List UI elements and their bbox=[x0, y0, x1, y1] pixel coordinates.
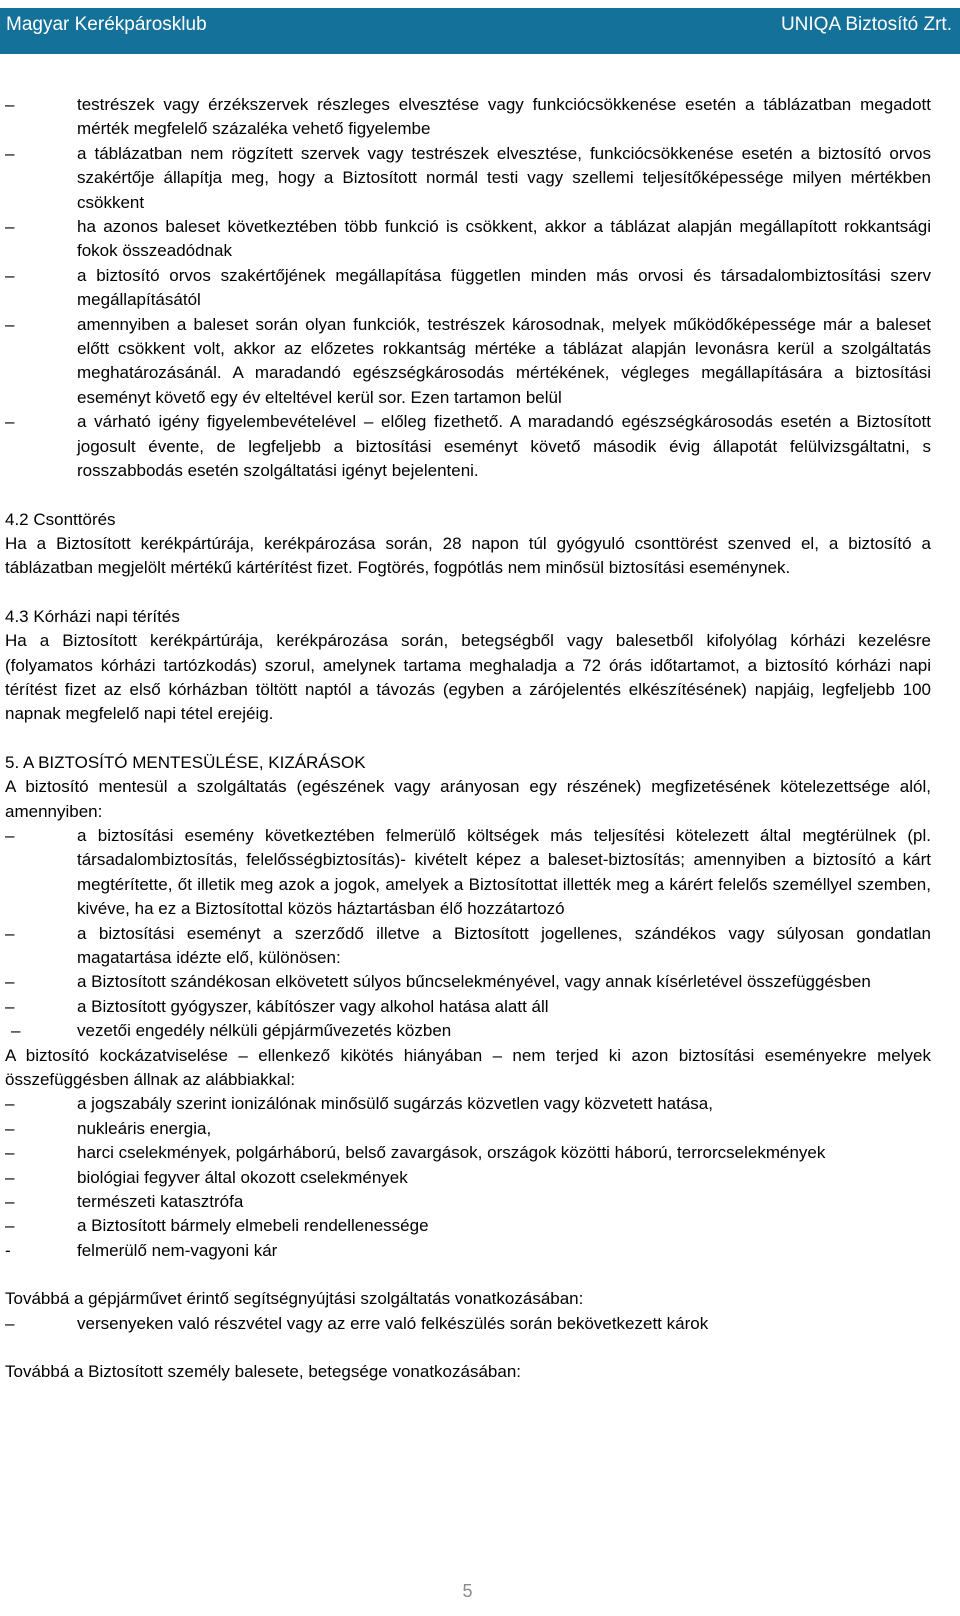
list-item bbox=[5, 1117, 931, 1141]
dash-marker: – bbox=[5, 265, 15, 285]
list-item bbox=[5, 142, 931, 215]
dash-marker: – bbox=[5, 1118, 15, 1138]
list-item bbox=[5, 1312, 931, 1336]
list-exemptions bbox=[5, 824, 931, 1044]
list-item bbox=[5, 410, 931, 483]
list-item bbox=[5, 970, 931, 994]
list-item bbox=[5, 313, 931, 411]
header-left-title: Magyar Kerékpárosklub bbox=[6, 14, 207, 35]
person-intro: Továbbá a Biztosított személy balesete, betegsége vonatkozásában: bbox=[5, 1362, 521, 1382]
list-item-text: a biztosítási eseményt a szerződő illetve a Biztosított jogellenes, szándékos vagy súlyosan gondatlan magatartása idézte elő, különösen: bbox=[77, 923, 931, 967]
list-item-text: harci cselekmények, polgárháború, belső zavargások, országok közötti háború, terrorcselekmények bbox=[77, 1143, 826, 1163]
section-text-4-2: Ha a Biztosított kerékpártúrája, kerékpározása során, 28 napon túl gyógyuló csonttörést szenved el, a biztosító a táblázatban megjelölt mértékű kártérítést fizet. Fogtörés, fogpótlás nem minősül biztosítási eseménynek. bbox=[5, 533, 931, 578]
dash-marker: – bbox=[11, 1021, 21, 1041]
vehicle-intro: Továbbá a gépjárművet érintő segítségnyújtási szolgáltatás vonatkozásában: bbox=[5, 1289, 584, 1309]
list-item bbox=[5, 93, 931, 142]
page-header bbox=[0, 8, 960, 54]
section-intro-5: A biztosító mentesül a szolgáltatás (egészének vagy arányosan egy részének) megfizetésének kötelezettsége alól, amennyiben: bbox=[5, 777, 931, 821]
dash-marker: – bbox=[5, 1143, 15, 1163]
risk-intro: A biztosító kockázatviselése – ellenkező kikötés hiányában – nem terjed ki azon biztosítási eseményekre melyek összefüggésben állnak az alábbiakkal: bbox=[5, 1045, 931, 1090]
list-item-text: testrészek vagy érzékszervek részleges elvesztése vagy funkciócsökkenése esetén a táblázatban megadott mérték megfelelő százaléka vehető figyelembe bbox=[77, 95, 931, 139]
dash-marker: – bbox=[5, 1094, 15, 1114]
dash-marker: – bbox=[5, 217, 15, 237]
list-item-text: nukleáris energia, bbox=[77, 1118, 212, 1138]
spacer bbox=[5, 1263, 931, 1287]
dash-marker: – bbox=[5, 1216, 15, 1236]
list-item-text: versenyeken való részvétel vagy az erre való felkészülés során bekövetkezett károk bbox=[77, 1313, 709, 1333]
list-item bbox=[5, 1190, 931, 1214]
section-heading-5: 5. A BIZTOSÍTÓ MENTESÜLÉSE, KIZÁRÁSOK bbox=[5, 752, 366, 772]
spacer bbox=[5, 581, 931, 605]
list-item-text: ha azonos baleset következtében több funkció is csökkent, akkor a táblázat alapján megállapított rokkantsági fokok összeadódnak bbox=[77, 217, 931, 261]
document-body bbox=[5, 93, 931, 1385]
dash-marker: – bbox=[5, 1192, 15, 1212]
list-outcomes bbox=[5, 93, 931, 484]
list-item-text: a táblázatban nem rögzített szervek vagy testrészek elvesztése, funkciócsökkenése esetén a biztosító orvos szakértője állapítja meg, hogy a Biztosított normál testi vagy szellemi teljesítőképessége milyen mértékben csökkent bbox=[77, 143, 931, 212]
section-text-4-3: Ha a Biztosított kerékpártúrája, kerékpározása során, betegségből vagy balesetből kifolyólag kórházi kezelésre (folyamatos kórházi tartózkodás) szorul, amelynek tartama meghaladja a 72 órás időtartamot, a biztosító kórházi napi térítést fizet az első kórházban töltött naptól a távozás (egyben a zárójelentés elkészítésének) napjáig, legfeljebb 100 napnak megfelelő napi tétel erejéig. bbox=[5, 631, 931, 724]
list-item bbox=[5, 1141, 931, 1165]
spacer bbox=[5, 1336, 931, 1360]
list-item-text: a biztosító orvos szakértőjének megállapítása független minden más orvosi és társadalombiztosítási szerv megállapításától bbox=[77, 265, 931, 310]
section-heading-4-3: 4.3 Kórházi napi térítés bbox=[5, 606, 180, 626]
dash-marker: – bbox=[5, 1313, 15, 1333]
dash-marker: – bbox=[5, 143, 15, 163]
list-item bbox=[5, 1214, 931, 1238]
list-item bbox=[5, 1019, 931, 1043]
list-item-text: a biztosítási esemény következtében felmerülő költségek más teljesítési kötelezett által megtérülnek (pl. társadalombiztosítás, felelősségbiztosítás)- kivételt képez a baleset-biztosítás; amennyiben a biztosító a kárt megtérítette, őt illetik meg azok a jogok, amelyek a Biztosítottat illették meg a kárért felelős személlyel szemben, kivéve, ha ez a Biztosítottal közös háztartásban élő hozzátartozó bbox=[77, 825, 931, 919]
list-item-text: a jogszabály szerint ionizálónak minősülő sugárzás közvetlen vagy közvetett hatása, bbox=[77, 1094, 713, 1114]
header-right-title: UNIQA Biztosító Zrt. bbox=[780, 14, 952, 35]
list-vehicle bbox=[5, 1312, 931, 1336]
list-item bbox=[5, 1239, 931, 1263]
list-item-text: biológiai fegyver által okozott cselekmények bbox=[77, 1167, 408, 1187]
spacer bbox=[5, 484, 931, 508]
list-item-text: a Biztosított szándékosan elkövetett súlyos bűncselekményével, vagy annak kísérletével összefüggésben bbox=[77, 972, 871, 992]
list-item-text: amennyiben a baleset során olyan funkciók, testrészek károsodnak, melyek működőképessége már a baleset előtt csökkent volt, akkor az előzetes rokkantság mértéke a táblázat alapján levonásra kerül a szolgáltatás meghatározásánál. A maradandó egészségkárosodás mértékének, végleges megállapítására a biztosítási eseményt követő egy év elteltével kerül sor. Ezen tartamon belül bbox=[77, 314, 931, 407]
list-item bbox=[5, 824, 931, 922]
dash-marker: – bbox=[5, 412, 15, 432]
dash-marker: – bbox=[5, 314, 15, 334]
list-item-text: természeti katasztrófa bbox=[77, 1192, 244, 1212]
dash-marker: - bbox=[5, 1240, 11, 1260]
list-item-text: vezetői engedély nélküli gépjárművezetés közben bbox=[77, 1021, 452, 1041]
list-item bbox=[5, 995, 931, 1019]
dash-marker: – bbox=[5, 923, 15, 943]
list-item-text: a Biztosított bármely elmebeli rendellenessége bbox=[77, 1216, 429, 1236]
page-number: 5 bbox=[462, 1581, 473, 1601]
list-item bbox=[5, 215, 931, 264]
list-risks bbox=[5, 1092, 931, 1263]
section-heading-4-2: 4.2 Csonttörés bbox=[5, 509, 116, 529]
list-item bbox=[5, 1166, 931, 1190]
dash-marker: – bbox=[5, 972, 15, 992]
list-item-text: a várható igény figyelembevételével – előleg fizethető. A maradandó egészségkárosodás esetén a Biztosított jogosult évente, de legfeljebb a biztosítási eseményt követő második évig állapotát felülvizsgáltatni, s rosszabbodás esetén szolgáltatási igényt bejelenteni. bbox=[77, 412, 931, 481]
list-item bbox=[5, 264, 931, 313]
spacer bbox=[5, 727, 931, 751]
dash-marker: – bbox=[5, 825, 15, 845]
dash-marker: – bbox=[5, 95, 15, 114]
dash-marker: – bbox=[5, 996, 15, 1016]
list-item bbox=[5, 1092, 931, 1116]
list-item bbox=[5, 922, 931, 971]
list-item-text: a Biztosított gyógyszer, kábítószer vagy alkohol hatása alatt áll bbox=[77, 996, 549, 1016]
list-item-text: felmerülő nem-vagyoni kár bbox=[77, 1240, 278, 1260]
dash-marker: – bbox=[5, 1167, 15, 1187]
